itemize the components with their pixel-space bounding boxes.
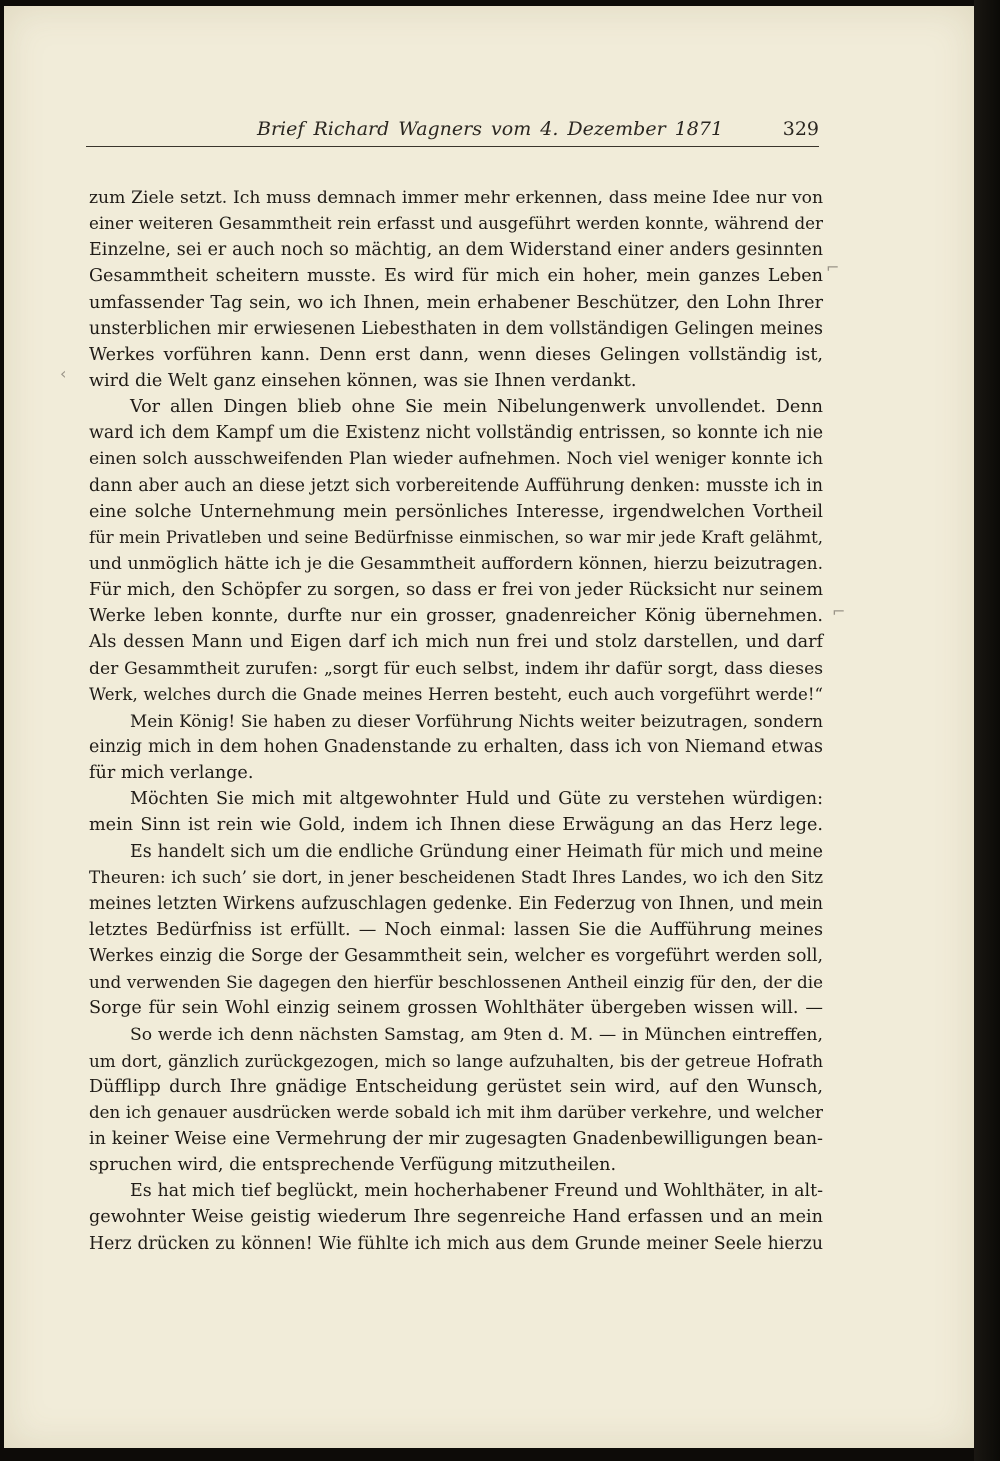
text-line: Es hat mich tief beglückt, mein hocherhabener Freund und Wohlthäter, in alt- [130, 1181, 823, 1202]
letter-text [89, 185, 823, 1257]
text-line: mein Sinn ist rein wie Gold, indem ich Ihnen diese Erwägung an das Herz lege. [89, 815, 823, 836]
text-line: Werkes vorführen kann. Denn erst dann, wenn dieses Gelingen vollständig ist, [89, 344, 823, 365]
text-line: den ich genauer ausdrücken werde sobald ich mit ihm darüber verkehre, und welcher [89, 1102, 823, 1122]
text-line: um dort, gänzlich zurückgezogen, mich so lange aufzuhalten, bis der getreue Hofrath [89, 1050, 823, 1071]
text-line: einer weiteren Gesammtheit rein erfasst und ausgeführt werden konnte, während der [89, 214, 823, 234]
text-line: Es handelt sich um die endliche Gründung einer Heimath für mich und meine [130, 841, 823, 862]
text-line: für mich verlange. [89, 763, 254, 784]
text-line: Für mich, den Schöpfer zu sorgen, so dass er frei von jeder Rücksicht nur seinem [89, 580, 823, 601]
text-line: Theuren: ich such’ sie dort, in jener bescheidenen Stadt Ihres Landes, wo ich den Sitz [89, 867, 823, 887]
text-line: Als dessen Mann und Eigen darf ich mich nun frei und stolz darstellen, und darf [89, 632, 823, 653]
text-line: meines letzten Wirkens aufzuschlagen gedenke. Ein Federzug von Ihnen, und mein [89, 893, 823, 914]
text-line: spruchen wird, die entsprechende Verfügung mitzutheilen. [89, 1155, 617, 1176]
text-line: Werk, welches durch die Gnade meines Herren besteht, euch auch vorgeführt werde!“ [89, 684, 823, 704]
text-line: Einzelne, sei er auch noch so mächtig, an dem Widerstand einer anders gesinnten [89, 240, 823, 261]
text-line: Mein König! Sie haben zu dieser Vorführung Nichts weiter beizutragen, sondern [130, 710, 823, 731]
text-line: Herz drücken zu können! Wie fühlte ich mich aus dem Grunde meiner Seele hierzu [89, 1233, 823, 1254]
text-line: dann aber auch an diese jetzt sich vorbereitende Aufführung denken: musste ich in [89, 475, 823, 496]
page-number: 329 [782, 118, 819, 140]
text-line: Sorge für sein Wohl einzig seinem grossen Wohlthäter übergeben wissen will. — [89, 998, 823, 1019]
running-header [86, 118, 819, 148]
text-line: Werke leben konnte, durfte nur ein grosser, gnadenreicher König übernehmen. [89, 606, 823, 627]
text-line: Möchten Sie mich mit altgewohnter Huld und Güte zu verstehen würdigen: [130, 789, 823, 810]
text-line: in keiner Weise eine Vermehrung der mir zugesagten Gnadenbewilligungen bean- [89, 1129, 823, 1150]
text-line: und verwenden Sie dagegen den hierfür beschlossenen Antheil einzig für den, der die [89, 972, 823, 993]
text-line: wird die Welt ganz einsehen können, was sie Ihnen verdankt. [89, 370, 637, 391]
text-line: So werde ich denn nächsten Samstag, am 9ten d. M. — in München eintreffen, [130, 1024, 823, 1045]
pencil-margin-mark: ⌐ [826, 258, 840, 277]
text-line: für mein Privatleben und seine Bedürfnisse einmischen, so war mir jede Kraft gelähmt, [89, 527, 823, 547]
text-line: Vor allen Dingen blieb ohne Sie mein Nibelungenwerk unvollendet. Denn [130, 397, 823, 418]
text-line: letztes Bedürfniss ist erfüllt. — Noch einmal: lassen Sie die Aufführung meines [89, 919, 823, 940]
text-line: einzig mich in dem hohen Gnadenstande zu erhalten, dass ich von Niemand etwas [89, 736, 823, 757]
text-line: einen solch ausschweifenden Plan wieder aufnehmen. Noch viel weniger konnte ich [89, 449, 823, 470]
text-line: umfassender Tag sein, wo ich Ihnen, mein erhabener Beschützer, den Lohn Ihrer [89, 292, 823, 313]
text-line: der Gesammtheit zurufen: „sorgt für euch selbst, indem ihr dafür sorgt, dass dieses [89, 658, 823, 679]
running-title: Brief Richard Wagners vom 4. Dezember 1871 [257, 118, 724, 140]
text-line: ward ich dem Kampf um die Existenz nicht vollständig entrissen, so konnte ich nie [89, 423, 823, 444]
scan-border [974, 0, 1000, 1461]
text-line: eine solche Unternehmung mein persönliches Interesse, irgendwelchen Vortheil [89, 501, 823, 522]
text-line: Werkes einzig die Sorge der Gesammtheit sein, welcher es vorgeführt werden soll, [89, 946, 823, 967]
text-line: Gesammtheit scheitern musste. Es wird für mich ein hoher, mein ganzes Leben [89, 266, 823, 287]
pencil-margin-mark: ⌐ [832, 602, 846, 621]
text-line: unsterblichen mir erwiesenen Liebesthaten in dem vollständigen Gelingen meines [89, 318, 823, 339]
text-line: Düfflipp durch Ihre gnädige Entscheidung gerüstet sein wird, auf den Wunsch, [89, 1076, 823, 1097]
header-rule [86, 146, 819, 147]
text-line: gewohnter Weise geistig wiederum Ihre segenreiche Hand erfassen und an mein [89, 1207, 823, 1228]
text-line: zum Ziele setzt. Ich muss demnach immer mehr erkennen, dass meine Idee nur von [89, 188, 823, 208]
pencil-margin-mark: ‹ [60, 364, 67, 383]
text-line: und unmöglich hätte ich je die Gesammtheit auffordern können, hierzu beizutragen. [89, 553, 823, 574]
